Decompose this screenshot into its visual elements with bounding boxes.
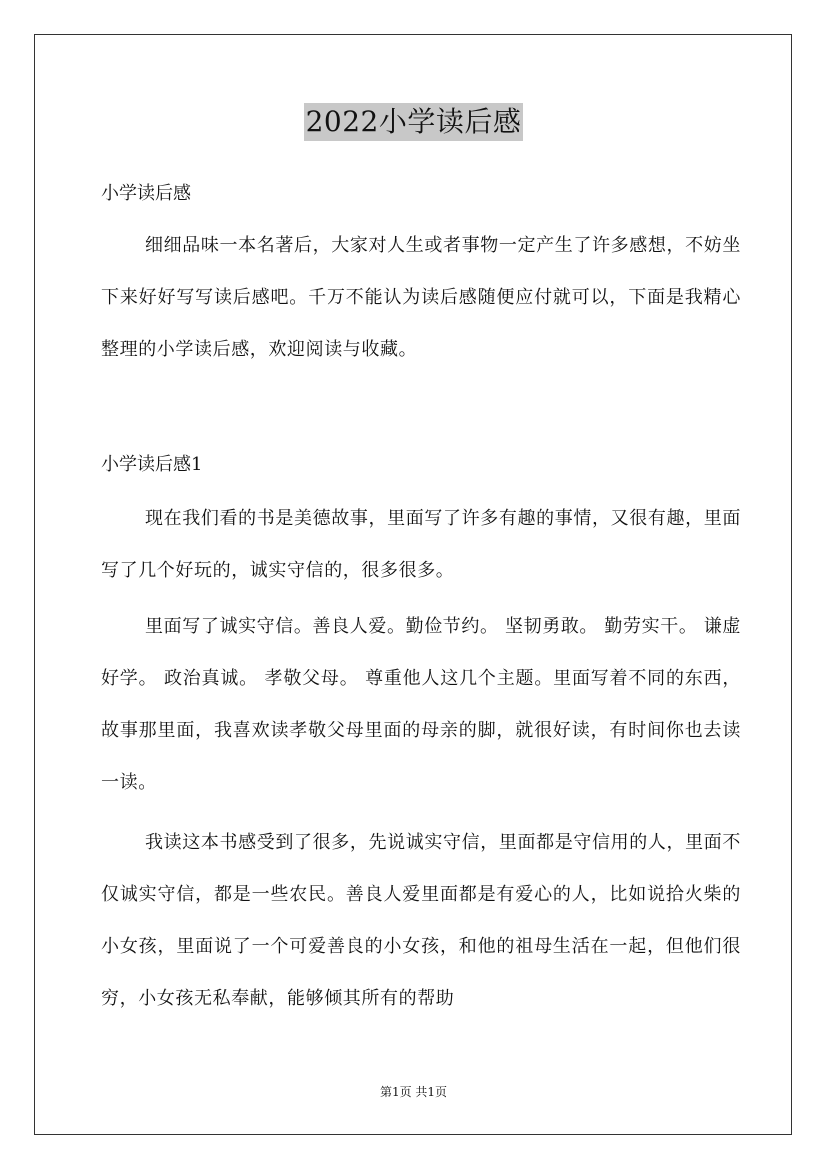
title-wrap xyxy=(0,103,827,141)
body-paragraph-1: 现在我们看的书是美德故事，里面写了许多有趣的事情，又很有趣，里面写了几个好玩的，诚实守信的，很多很多。 xyxy=(101,508,741,581)
intro-paragraph: 细细品味一本名著后，大家对人生或者事物一定产生了许多感想，不妨坐下来好好写写读后感吧。千万不能认为读后感随便应付就可以，下面是我精心整理的小学读后感，欢迎阅读与收藏。 xyxy=(101,235,741,360)
document-title: 2022小学读后感 xyxy=(304,103,524,141)
section-heading: 小学读后感 xyxy=(101,183,191,204)
body-paragraph-3: 我读这本书感受到了很多，先说诚实守信，里面都是守信用的人，里面不仅诚实守信，都是一些农民。善良人爱里面都是有爱心的人，比如说拾火柴的小女孩，里面说了一个可爱善良的小女孩，和他的祖母生活在一起，但他们很穷，小女孩无私奉献，能够倾其所有的帮助 xyxy=(101,832,741,1009)
body-paragraph-2: 里面写了诚实守信。善良人爱。勤俭节约。 坚韧勇敢。 勤劳实干。 谦虚好学。 政治真诚。 孝敬父母。 尊重他人这几个主题。里面写着不同的东西，故事那里面，我喜欢读孝敬父母里面的母亲的脚，就很好读，有时间你也去读一读。 xyxy=(101,616,741,793)
page-footer: 第1页 共1页 xyxy=(379,1085,448,1099)
essay-heading: 小学读后感1 xyxy=(101,454,203,475)
